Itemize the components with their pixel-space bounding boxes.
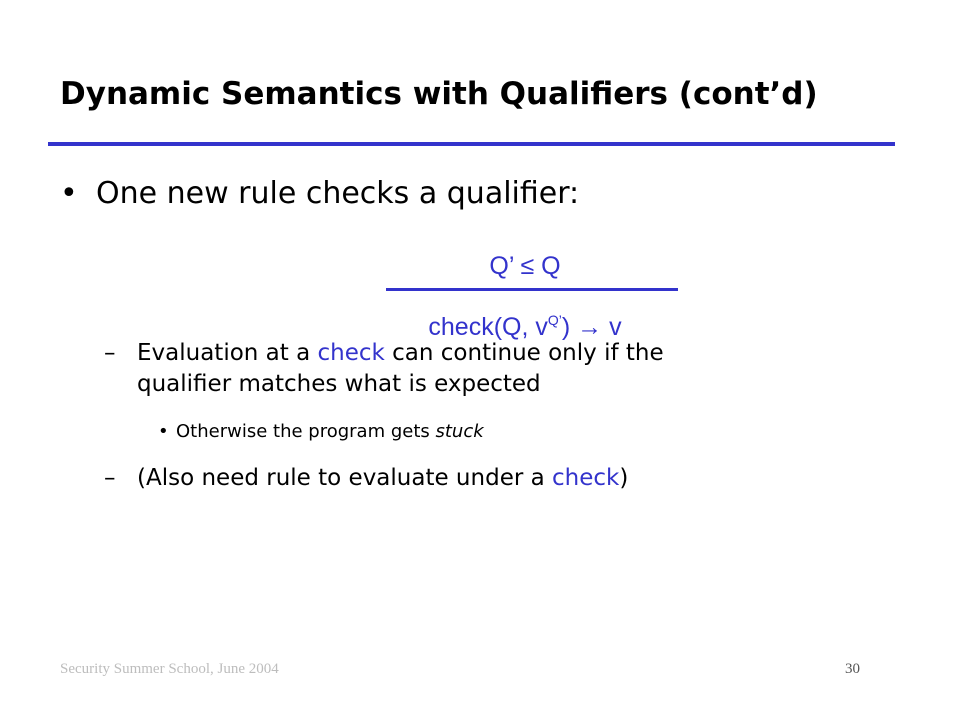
page-number: 30 xyxy=(845,661,860,677)
inference-rule xyxy=(386,248,678,342)
emphasis-stuck: stuck xyxy=(435,421,484,442)
text-run: (Also need rule to evaluate under a xyxy=(137,465,553,491)
title-underline xyxy=(48,142,895,146)
sub-item-body xyxy=(137,463,628,494)
bullet-text: One new rule checks a qualifier: xyxy=(96,176,580,211)
text-run: Otherwise the program gets xyxy=(176,421,436,442)
premise-right: Q xyxy=(541,252,561,280)
bullet-glyph: • xyxy=(158,421,169,442)
sub-item-line2: qualifier matches what is expected xyxy=(137,371,541,397)
text-run: can continue only if the xyxy=(384,340,664,366)
conclusion-head: check(Q, v xyxy=(428,313,548,341)
dash-glyph: – xyxy=(104,465,116,491)
inference-line xyxy=(386,288,678,291)
keyword-check: check xyxy=(552,465,620,491)
premise-left: Q’ xyxy=(489,252,514,280)
conclusion-close-paren: ) xyxy=(561,313,571,341)
sub-item-line1 xyxy=(137,340,664,366)
footer-text: Security Summer School, June 2004 xyxy=(60,661,279,677)
bullet-glyph: • xyxy=(60,176,78,211)
arrow-symbol: → xyxy=(577,313,603,341)
conclusion-superscript: Q’ xyxy=(547,312,562,328)
sub-item-body xyxy=(137,338,664,400)
slide-title: Dynamic Semantics with Qualifiers (cont’d) xyxy=(60,76,818,112)
dash-glyph: – xyxy=(104,340,116,366)
rule-conclusion xyxy=(386,305,678,342)
leq-symbol: ≤ xyxy=(520,252,535,280)
sub-sub-item-text xyxy=(176,421,484,442)
rule-premise xyxy=(386,248,678,284)
keyword-check: check xyxy=(317,340,385,366)
text-run: Evaluation at a xyxy=(137,340,318,366)
text-run: ) xyxy=(619,465,629,491)
conclusion-result: v xyxy=(609,313,622,341)
